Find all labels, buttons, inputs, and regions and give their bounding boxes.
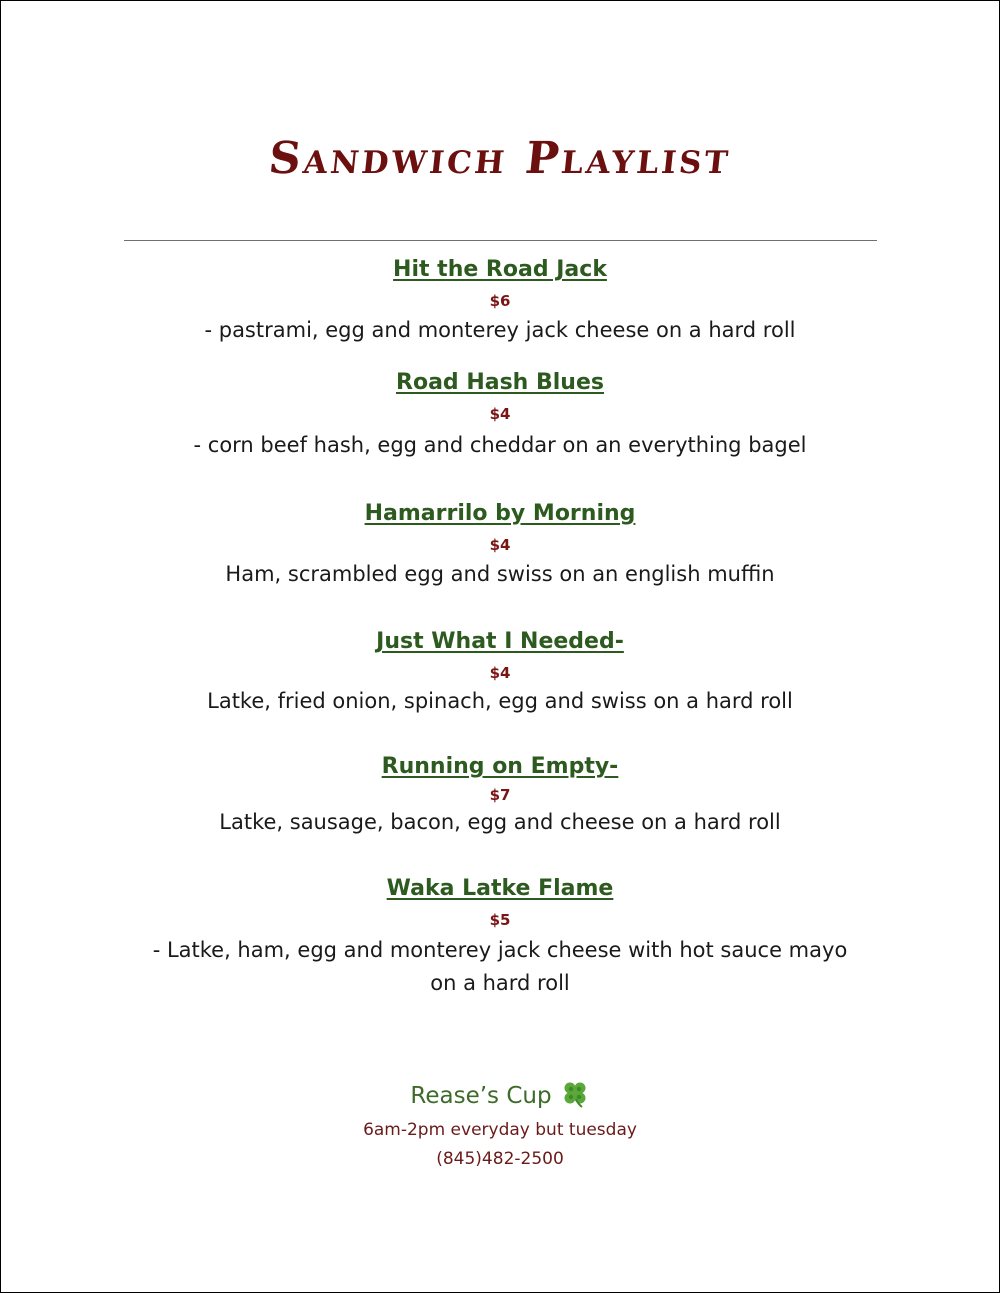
item-price-just-what-i-needed: $4 — [489, 664, 511, 682]
item-price-running-on-empty: $7 — [489, 786, 511, 804]
item-desc-hit-the-road-jack: - pastrami, egg and monterey jack cheese on a hard roll — [204, 318, 796, 342]
item-desc-running-on-empty: Latke, sausage, bacon, egg and cheese on a hard roll — [219, 810, 781, 834]
footer-hours: 6am-2pm everyday but tuesday — [363, 1120, 637, 1140]
footer-phone: (845)482-2500 — [436, 1149, 564, 1169]
footer-business-name: Rease’s Cup — [410, 1083, 552, 1109]
footer-business — [1, 1079, 999, 1112]
item-desc-just-what-i-needed: Latke, fried onion, spinach, egg and swiss on a hard roll — [207, 689, 793, 713]
item-price-waka-latke-flame: $5 — [489, 911, 511, 929]
menu-title: Sandwich Playlist — [266, 133, 734, 184]
item-name-just-what-i-needed: Just What I Needed- — [376, 629, 624, 654]
item-name-road-hash-blues: Road Hash Blues — [396, 370, 604, 395]
item-name-hit-the-road-jack: Hit the Road Jack — [393, 257, 607, 282]
item-price-hamarrilo-by-morning: $4 — [489, 536, 511, 554]
item-desc-hamarrilo-by-morning: Ham, scrambled egg and swiss on an english muffin — [225, 562, 775, 586]
item-desc-road-hash-blues: - corn beef hash, egg and cheddar on an everything bagel — [193, 433, 807, 457]
item-name-waka-latke-flame: Waka Latke Flame — [386, 876, 614, 901]
item-price-road-hash-blues: $4 — [489, 405, 511, 423]
item-price-hit-the-road-jack: $6 — [489, 292, 511, 310]
item-name-hamarrilo-by-morning: Hamarrilo by Morning — [364, 501, 636, 526]
item-name-running-on-empty: Running on Empty- — [381, 754, 619, 779]
item-desc-waka-latke-flame-line1: - Latke, ham, egg and monterey jack cheese with hot sauce mayo — [152, 938, 848, 962]
item-desc-waka-latke-flame-line2: on a hard roll — [430, 971, 570, 995]
four-leaf-clover-icon — [560, 1079, 590, 1109]
title-divider — [124, 240, 877, 241]
